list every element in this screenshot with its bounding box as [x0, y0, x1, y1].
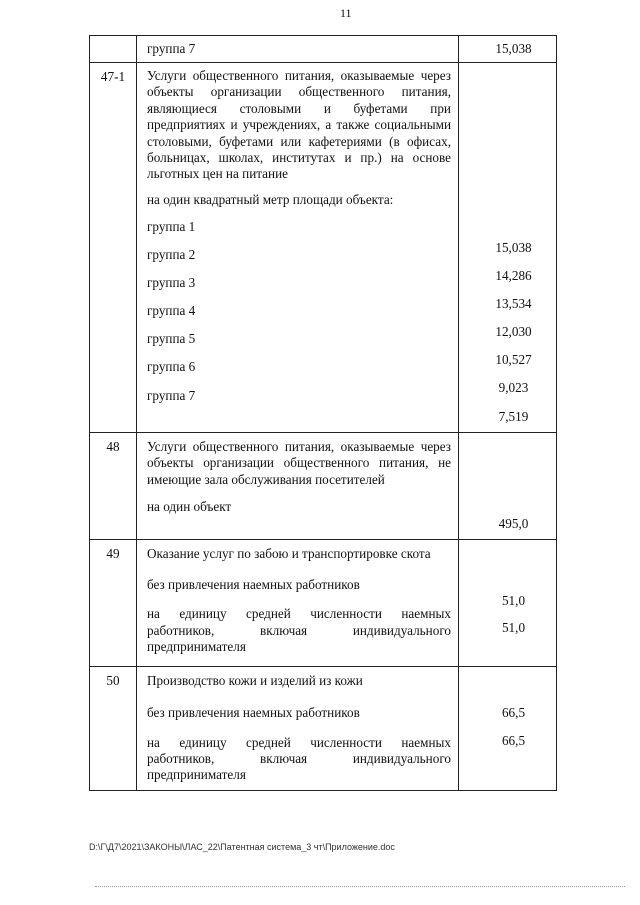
unit-label: на один квадратный метр площади объекта:: [147, 191, 394, 207]
service-title: Оказание услуг по забою и транспортировке скота: [147, 546, 431, 561]
service-title: Услуги общественного питания, оказываемые через объекты организации общественного питания, являющиеся столовыми и буфетами при предприятиях и учреждениях, а также социальными столовыми, буфетами или кафетериями (в офисах, больницах, школах, институтах и пр.) на основе льготных цен на питание: [147, 68, 451, 182]
unit-label: на один объект: [147, 499, 232, 515]
option-label: на единицу средней численности наемных работников, включая индивидуального предпринимателя: [147, 734, 451, 783]
option-label: без привлечения наемных работников: [147, 577, 360, 593]
group-label: группа 2: [147, 246, 196, 262]
row-number-cell: [90, 540, 137, 667]
group-value: 10,527: [495, 351, 532, 367]
description-cell: [137, 433, 459, 540]
option-value: 66,5: [501, 732, 526, 748]
group-value: 12,030: [495, 323, 532, 339]
group-label: группа 1: [147, 218, 196, 234]
value-cell: [459, 36, 557, 63]
description-cell: [137, 540, 459, 667]
service-title: Услуги общественного питания, оказываемые через объекты организации общественного питания, не имеющие зала обслуживания посетителей: [147, 439, 451, 487]
row-number: 47-1: [100, 69, 126, 84]
value-cell: [459, 63, 557, 433]
option-value: 51,0: [501, 620, 526, 635]
service-title: Производство кожи и изделий из кожи: [147, 673, 363, 689]
unit-value: 495,0: [498, 515, 529, 531]
group-value: 13,534: [495, 295, 532, 311]
description-cell: [137, 666, 459, 790]
table-row: [90, 540, 557, 667]
row-number-cell: [90, 36, 137, 63]
row-number-cell: [90, 63, 137, 433]
value-cell: [459, 433, 557, 540]
group-label: группа 4: [147, 302, 196, 318]
page-number: 11: [340, 6, 352, 20]
document-file-path: D:\Г\Д7\2021\ЗАКОНЫ\ЛАС_22\Патентная система_3 чт\Приложение.doc: [89, 842, 395, 852]
row-number-cell: [90, 433, 137, 540]
option-label: на единицу средней численности наемных работников, включая индивидуального предпринимателя: [147, 606, 451, 655]
table-row: [90, 63, 557, 433]
table-row: [90, 433, 557, 540]
group-label: группа 7: [147, 387, 196, 403]
description-cell: [137, 36, 459, 63]
option-value: 66,5: [501, 705, 526, 721]
group-value: 7,519: [498, 408, 529, 424]
group-value: 15,038: [495, 239, 532, 255]
description-cell: [137, 63, 459, 433]
group-label: группа 6: [147, 358, 196, 374]
group-label: группа 3: [147, 274, 196, 290]
row-number: 49: [106, 546, 120, 561]
table-row: [90, 666, 557, 790]
row-number-cell: [90, 666, 137, 790]
group-value: 9,023: [498, 379, 529, 395]
value-cell: [459, 666, 557, 790]
tax-rates-table: [89, 35, 557, 791]
bottom-dotted-rule: [95, 886, 625, 889]
row-number: 50: [106, 672, 120, 688]
table-row: [90, 36, 557, 63]
option-label: без привлечения наемных работников: [147, 705, 360, 721]
row-number: 48: [106, 439, 120, 454]
value-cell: [459, 540, 557, 667]
group-value: 14,286: [495, 267, 532, 283]
group-label: группа 5: [147, 330, 196, 346]
group-value: 15,038: [495, 40, 532, 56]
option-value: 51,0: [501, 592, 526, 608]
group-label: группа 7: [147, 40, 196, 56]
